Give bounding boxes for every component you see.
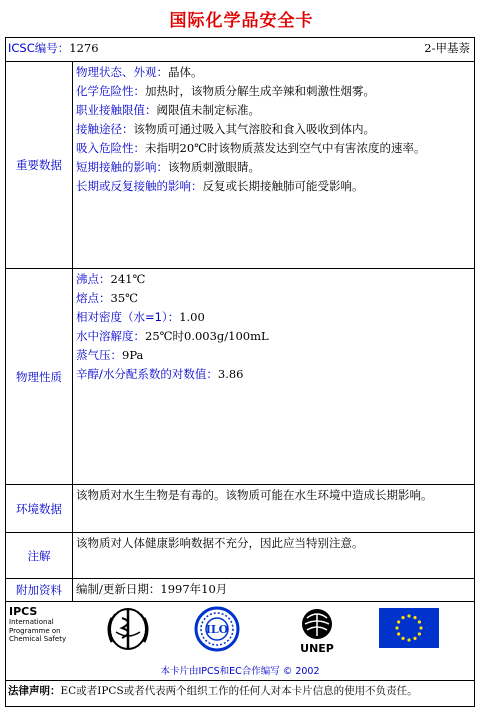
svg-text:UNEP: UNEP [300,642,334,655]
list-item: 熔点：35℃ [76,291,138,305]
environment-row [6,484,474,532]
environment-label: 环境数据 [6,485,73,532]
who-logo-icon [102,604,154,654]
eu-star-icon [418,632,421,635]
eu-star-icon [407,638,410,641]
chemical-name: 2-甲基萘 [424,41,470,55]
eu-star-icon [397,632,400,635]
notes-row [6,532,474,578]
list-item: 相对密度（水=1）：1.00 [76,310,205,324]
eu-star-icon [407,614,410,617]
cooperation-caption: 本卡片由IPCS和EC合作编写 © 2002 [160,666,320,677]
environment-text: 该物质对水生生物是有毒的。该物质可能在水生环境中造成长期影响。 [76,488,433,502]
important-data-row [6,61,474,268]
list-item: 长期或反复接触的影响：反复或长期接触肺可能受影响。 [76,179,364,193]
list-item: 水中溶解度：25℃时0.003g/100mL [76,329,269,343]
physical-properties-content [73,269,474,484]
important-data-content [73,62,474,268]
eu-star-icon [413,616,416,619]
eu-star-icon [419,626,422,629]
additional-label: 附加资料 [6,579,73,601]
list-item: 接触途径：该物质可通过吸入其气溶胶和食入吸收到体内。 [76,122,375,136]
eu-star-icon [401,637,404,640]
eu-star-icon [395,626,398,629]
additional-text: 编制/更新日期：1997年10月 [76,582,228,596]
safety-card [5,37,475,707]
list-item: 化学危险性：加热时，该物质分解生成辛辣和刺激性烟雾。 [76,84,375,98]
header-row [6,38,474,61]
svg-text:ILO: ILO [205,623,229,636]
card-title: 国际化学品安全卡 [169,11,314,31]
physical-properties-row [6,268,474,484]
eu-star-icon [413,637,416,640]
eu-flag-icon [379,608,439,648]
physical-properties-label: 物理性质 [6,269,73,484]
logos [6,602,474,680]
notes-label: 注解 [6,533,73,578]
list-item: 物理状态、外观：晶体。 [76,65,203,79]
ilo-logo-icon [191,604,243,654]
list-item: 职业接触限值：阈限值未制定标准。 [76,103,260,117]
ipcs-logo: IPCS International Programme on Chemical Safety [9,605,67,643]
list-item: 辛醇/水分配系数的对数值：3.86 [76,367,244,381]
list-item: 吸入危险性：未指明20℃时该物质蒸发达到空气中有害浓度的速率。 [76,141,426,155]
icsc-number: ICSC编号：1276 [8,41,99,55]
eu-star-icon [397,620,400,623]
legal-row [6,680,474,706]
notes-text: 该物质对人体健康影响数据不充分，因此应当特别注意。 [76,536,364,550]
eu-star-icon [401,616,404,619]
legal-notice: 法律声明：EC或者IPCS或者代表两个组织工作的任何人对本卡片信息的使用不负责任。 [8,685,418,697]
list-item: 蒸气压：9Pa [76,348,144,362]
unep-logo-icon [292,604,342,656]
list-item: 沸点：241℃ [76,272,146,286]
important-data-label: 重要数据 [6,62,73,268]
logos-row [6,601,474,680]
eu-star-icon [418,620,421,623]
additional-row [6,578,474,601]
list-item: 短期接触的影响：该物质刺激眼睛。 [76,160,260,174]
